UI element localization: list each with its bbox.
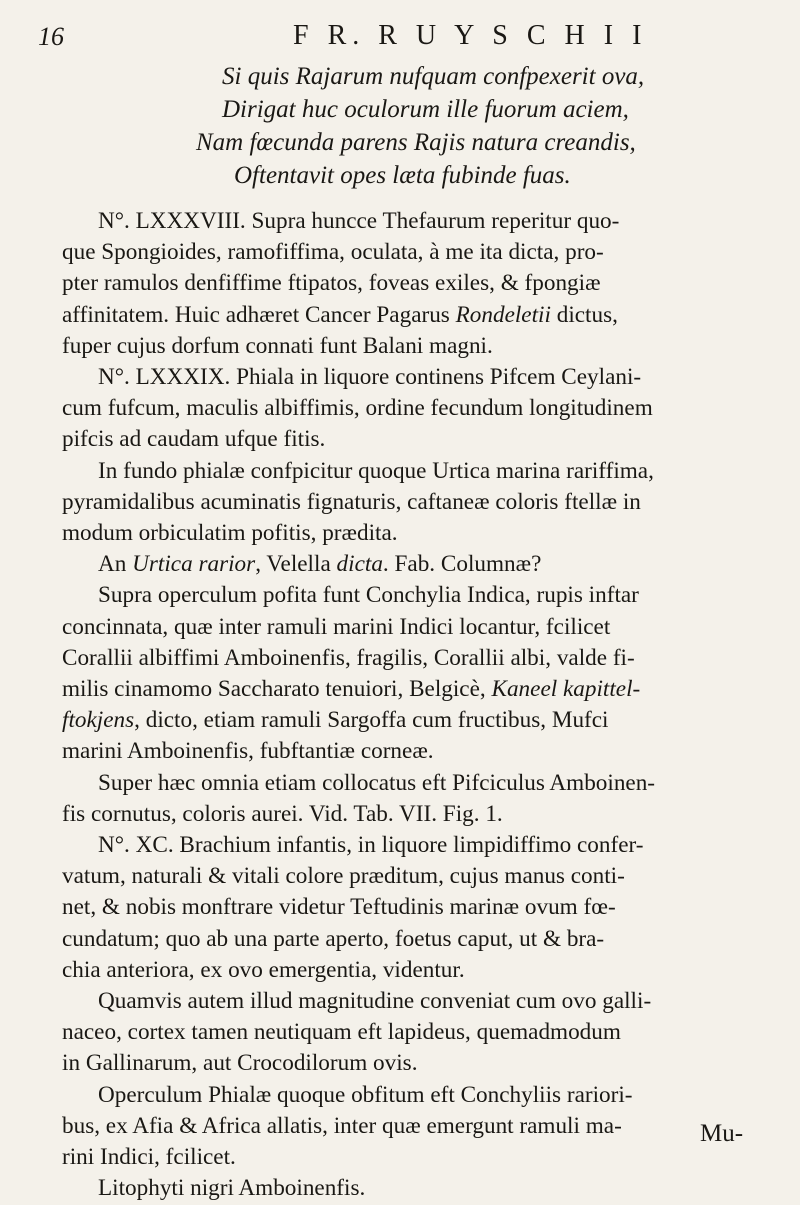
text-line: N°. LXXXIX. Phiala in liquore continens Pifcem Ceylani- [98,364,642,391]
text-line: Litophyti nigri Amboinenfis. [98,1175,366,1202]
text-line: N°. LXXXVIII. Supra huncce Thefaurum reperitur quo- [98,208,620,234]
paragraph-xc [62,830,774,986]
text-run: An [98,551,133,578]
paragraph-urtica [62,456,774,550]
text-line: fuper cujus dorfum connati funt Balani magni. [62,332,493,359]
paragraph-quamvis [62,986,774,1080]
text-run: , Velella [255,551,337,578]
text-line: concinnata, quæ inter ramuli marini Indici locantur, fcilicet [62,613,611,640]
text-line: Supra operculum pofita funt Conchylia Indica, rupis inftar [98,582,639,609]
paragraph-litophyti [62,1173,774,1204]
text-line: cum fufcum, maculis albiffimis, ordine fecundum longitudinem [62,395,653,422]
text-line: Corallii albiffimi Amboinenfis, fragilis, Corallii albi, valde fi- [62,644,635,671]
text-line: marini Amboinenfis, fubftantiæ corneæ. [62,738,434,765]
page-number: 16 [38,22,64,51]
text-run: . Fab. Columnæ? [382,551,542,578]
text-line: que Spongioides, ramofiffima, oculata, à me ita dicta, pro- [62,239,604,266]
paragraph-lxxxix [62,362,774,456]
paragraph-conchylia [62,580,774,767]
text-line: net, & nobis monftrare videtur Teftudinis marinæ ovum fœ- [62,894,616,921]
text-line: Super hæc omnia etiam collocatus eft Pifciculus Amboinen- [98,769,656,796]
poem-line: Nam fœcunda parens Rajis natura creandis, [196,129,636,156]
text-line: naceo, cortex tamen neutiquam eft lapideus, quemadmodum [62,1019,621,1046]
poem-line: Dirigat huc oculorum ille fuorum aciem, [222,96,629,123]
text-line: Quamvis autem illud magnitudine conveniat cum ovo galli- [98,988,652,1015]
text-line: Operculum Phialæ quoque obfitum eft Conchyliis rariori- [98,1081,633,1108]
text-line [62,674,774,705]
italic-name: Rondeletii [455,301,551,328]
text-line: bus, ex Afia & Africa allatis, inter quæ emergunt ramuli ma- [62,1112,622,1139]
text-line: cundatum; quo ab una parte aperto, foetus caput, ut & bra- [62,925,605,952]
paragraph-velella [62,549,774,580]
paragraph-pifciculus [62,768,774,830]
text-line [62,705,774,736]
text-line: pter ramulos denfiffime ftipatos, foveas exiles, & fpongiæ [62,270,601,297]
text-line: vatum, naturali & vitali colore præditum, cujus manus conti- [62,863,625,890]
text-run: milis cinamomo Saccharato tenuiori, Belgicè, [62,676,492,703]
poem-line: Si quis Rajarum nufquam confpexerit ova, [222,63,645,90]
page-header [38,18,778,58]
text-line: pyramidalibus acuminatis fignaturis, caftaneæ coloris ftellæ in [62,488,641,515]
italic-name: ftokjens [62,707,135,734]
text-line: pifcis ad caudam ufque fitis. [62,426,326,453]
paragraph-lxxxviii [62,206,774,362]
paragraph-operculum [62,1080,774,1174]
catchword: Mu- [700,1120,744,1147]
text-line: In fundo phialæ confpicitur quoque Urtica marina rariffima, [98,457,654,484]
italic-name: Kaneel kapittel- [491,676,641,703]
running-head: F R. R U Y S C H I I [293,20,648,51]
poem [160,60,760,192]
italic-name: Urtica rarior [132,551,256,578]
text-line: fis cornutus, coloris aurei. Vid. Tab. VII. Fig. 1. [62,800,503,827]
text-run: , dicto, etiam ramuli Sargoffa cum fructibus, Mufci [134,707,609,734]
text-run: affinitatem. Huic adhæret Cancer Pagarus [62,301,456,328]
text-line: rini Indici, fcilicet. [62,1144,236,1171]
body-text [62,206,774,1205]
text-line: modum orbiculatim pofitis, prædita. [62,520,398,547]
italic-name: dicta [336,551,383,578]
text-line [62,300,774,331]
text-line: N°. XC. Brachium infantis, in liquore limpidiffimo confer- [98,832,644,859]
poem-line: Oftentavit opes læta fubinde fuas. [234,162,571,189]
text-line: chia anteriora, ex ovo emergentia, videntur. [62,956,465,983]
text-line: in Gallinarum, aut Crocodilorum ovis. [62,1050,418,1077]
text-run: dictus, [550,301,618,328]
